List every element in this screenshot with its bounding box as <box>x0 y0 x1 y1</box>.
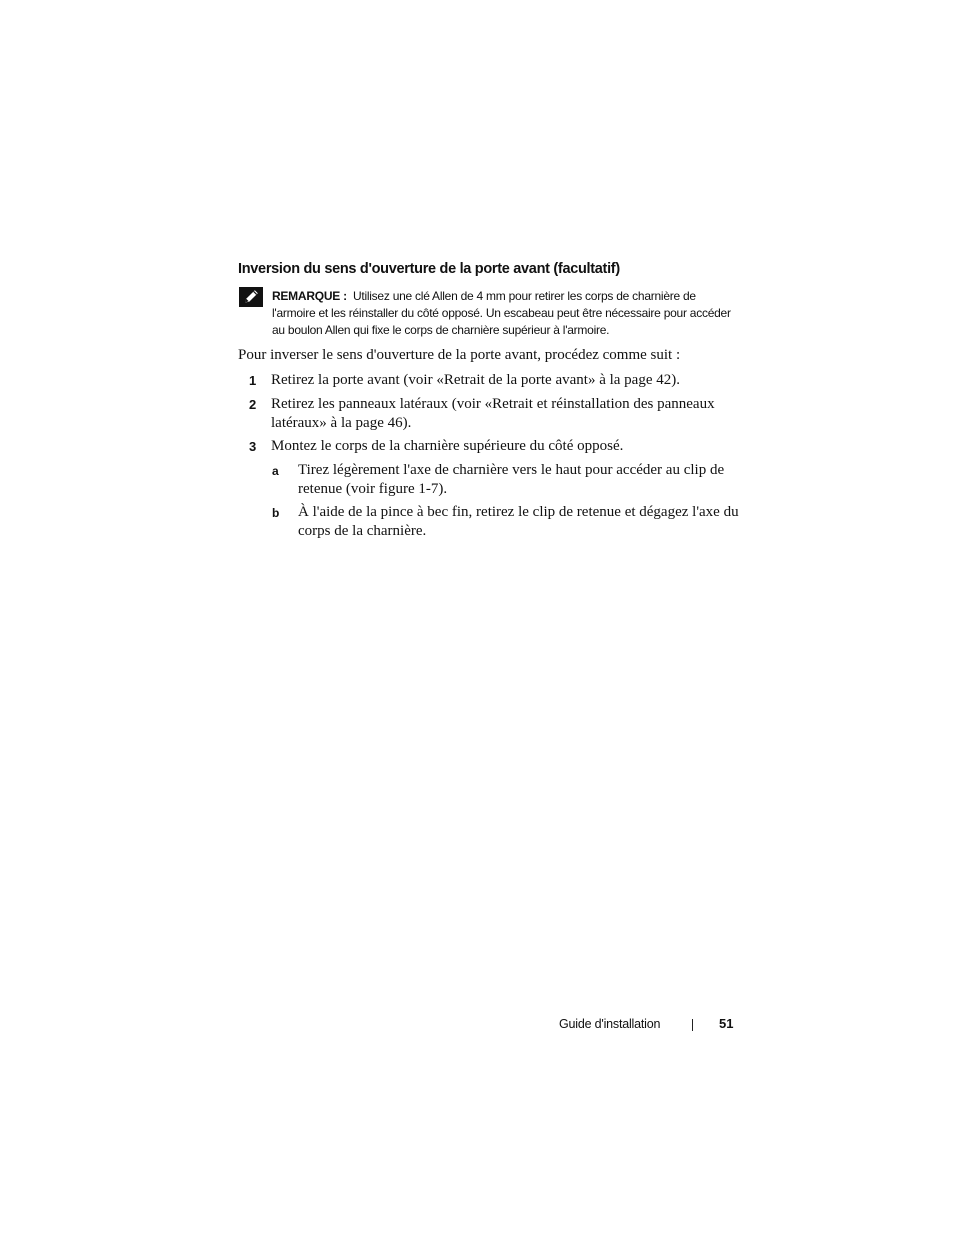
step-text: Retirez la porte avant (voir «Retrait de la porte avant» à la page 42). <box>271 372 680 388</box>
substep-text: Tirez légèrement l'axe de charnière vers le haut pour accéder au clip de retenue (voir figure 1-7). <box>298 462 725 497</box>
footer-divider <box>692 1019 693 1031</box>
step-number: 3 <box>249 439 257 454</box>
step-text: Montez le corps de la charnière supérieure du côté opposé. <box>271 438 624 454</box>
note-callout <box>272 288 742 339</box>
step-number: 1 <box>249 373 257 388</box>
substep-letter: a <box>272 464 279 478</box>
footer-guide-title: Guide d'installation <box>559 1017 661 1031</box>
substep-text: À l'aide de la pince à bec fin, retirez le clip de retenue et dégagez l'axe du corps de la charnière. <box>298 504 739 539</box>
section-heading: Inversion du sens d'ouverture de la porte avant (facultatif) <box>238 261 620 277</box>
note-text: Utilisez une clé Allen de 4 mm pour retirer les corps de charnière de l'armoire et les réinstaller du côté opposé. Un escabeau peut être nécessaire pour accéder au boulon Allen qui fixe le corps de charnière supérieur à l'armoire. <box>272 289 731 337</box>
intro-paragraph: Pour inverser le sens d'ouverture de la porte avant, procédez comme suit : <box>238 347 681 363</box>
step-number: 2 <box>249 397 257 412</box>
note-label: REMARQUE : <box>272 289 347 303</box>
pencil-note-icon <box>239 287 263 307</box>
step-text: Retirez les panneaux latéraux (voir «Retrait et réinstallation des panneaux latéraux» à la page 46). <box>271 396 715 431</box>
substep-letter: b <box>272 506 280 520</box>
page-number: 51 <box>719 1016 734 1031</box>
